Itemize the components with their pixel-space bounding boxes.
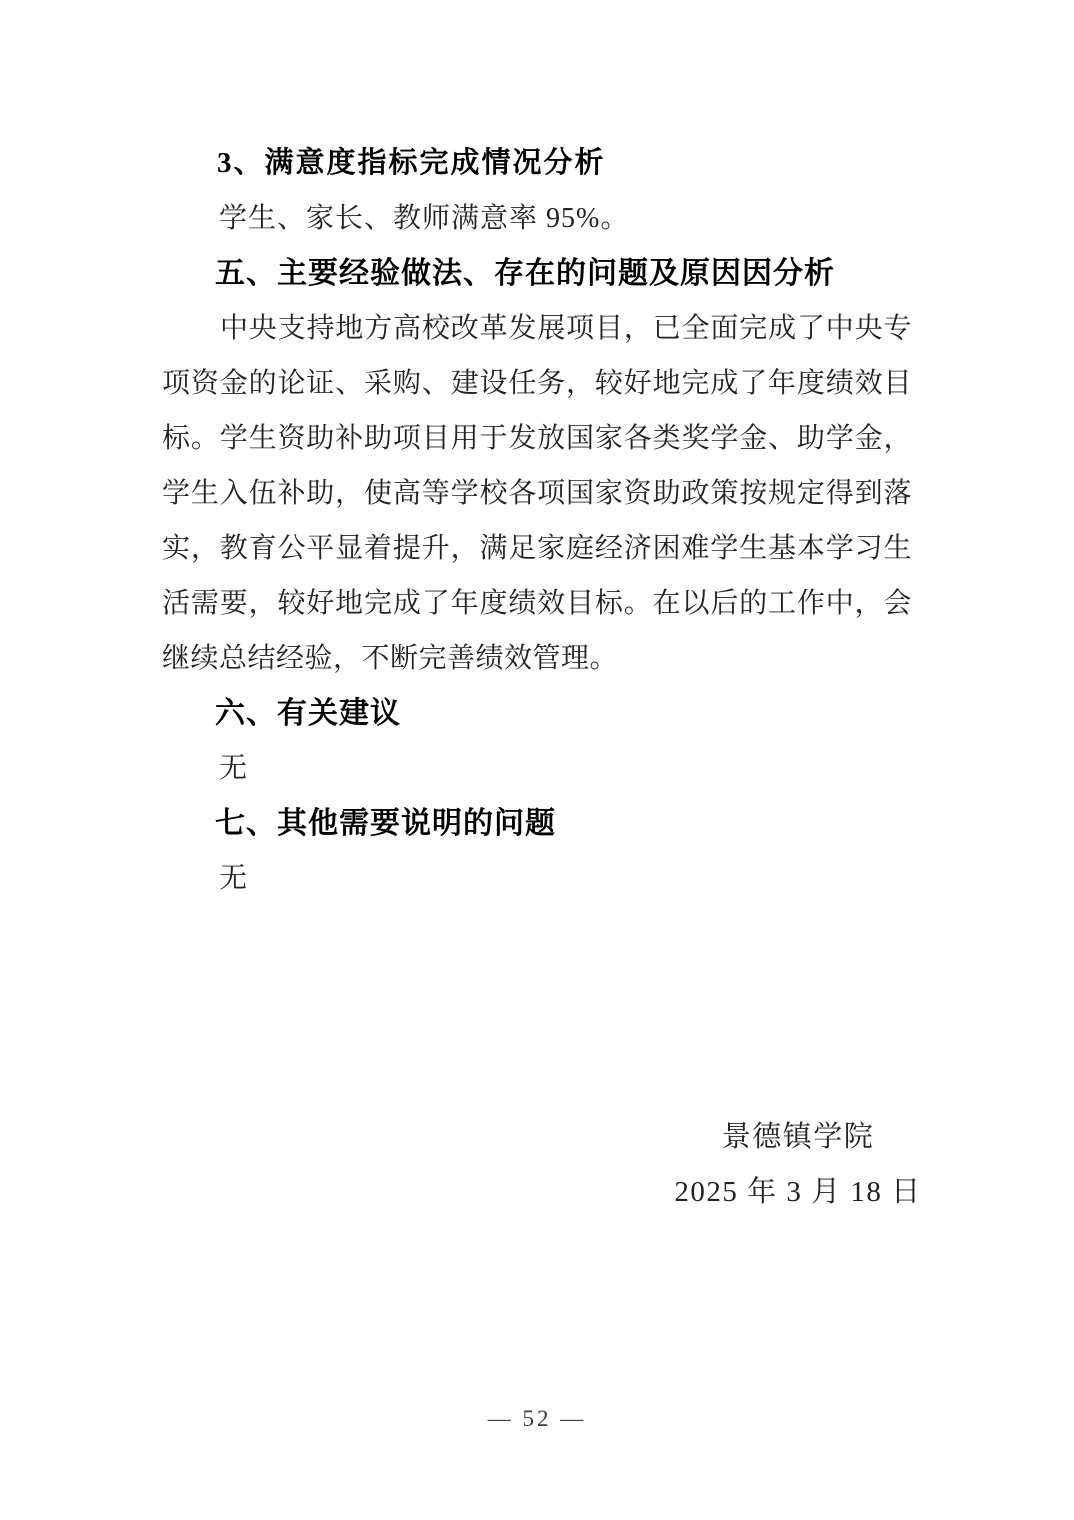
satisfaction-rate-text: 学生、家长、教师满意率 95%。 (219, 203, 630, 234)
signature-block (598, 1110, 998, 1220)
signature-organization: 景德镇学院 (721, 1121, 875, 1153)
section-heading-5: 五、主要经验做法、存在的问题及原因因分析 (215, 257, 835, 290)
section-5-paragraph: 中央支持地方高校改革发展项目，已全面完成了中央专项资金的论证、采购、建设任务，较好地完成了年度绩效目标。学生资助补助项目用于发放国家各类奖学金、助学金，学生入伍补助，使高等学校各项国家资助政策按规定得到落实，教育公平显着提升，满足家庭经济困难学生基本学习生活需要，较好地完成了年度绩效目标。在以后的工作中，会继续总结经验，不断完善绩效管理。 (162, 313, 912, 674)
document-body (162, 136, 912, 906)
page-number: — 52 — (487, 1406, 587, 1431)
signature-date: 2025 年 3 月 18 日 (674, 1176, 922, 1208)
subsection-heading-3: 3、满意度指标完成情况分析 (217, 147, 606, 179)
section-heading-7: 七、其他需要说明的问题 (215, 807, 556, 840)
section-7-answer: 无 (219, 863, 249, 894)
section-heading-6: 六、有关建议 (215, 697, 401, 730)
section-6-answer: 无 (219, 753, 249, 784)
